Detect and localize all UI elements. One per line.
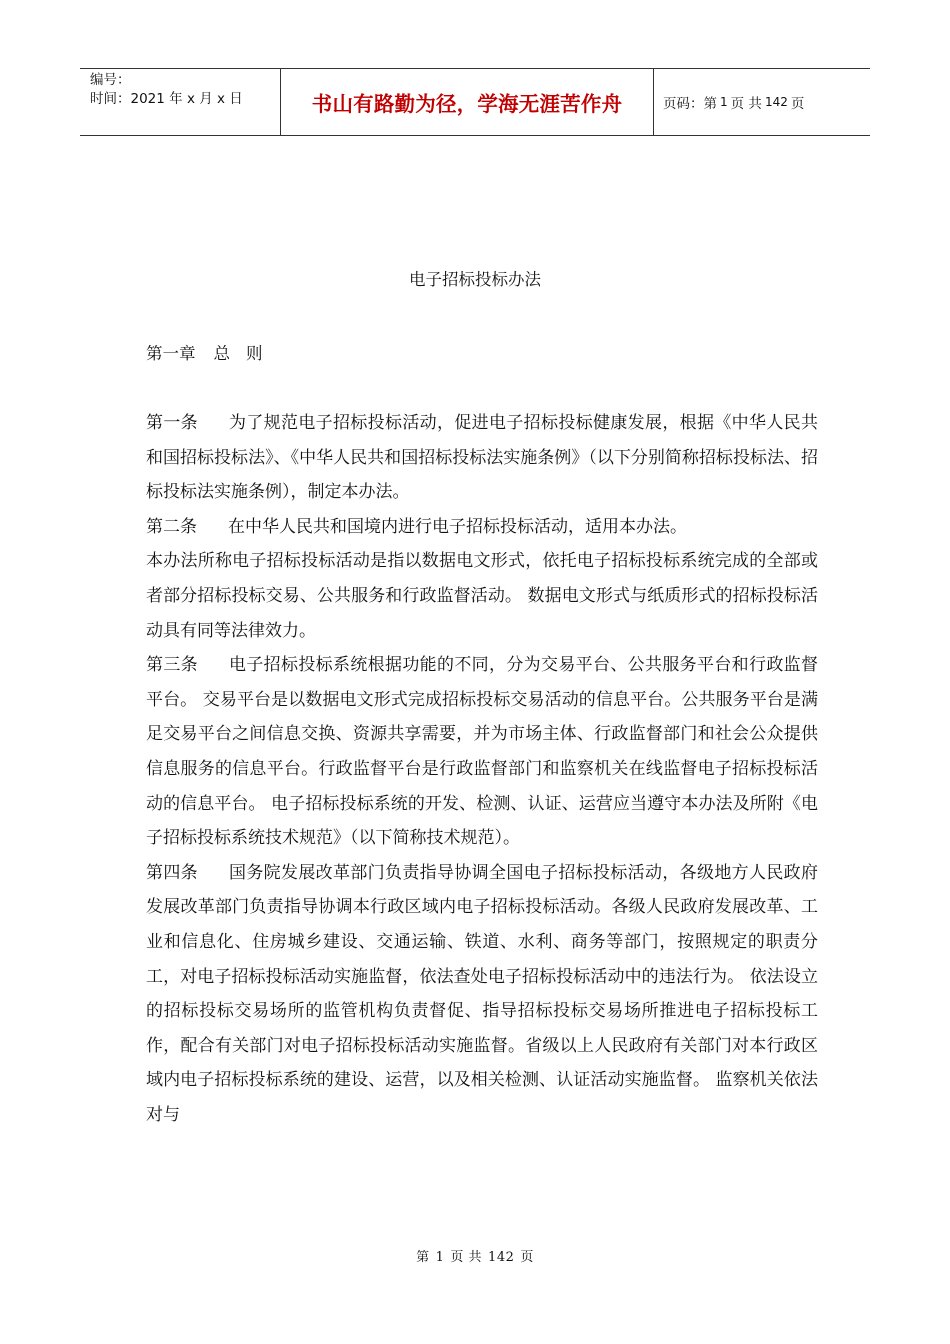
chapter-name-first: 总 [213,344,230,363]
header-motto: 书山有路勤为径，学海无涯苦作舟 [311,92,623,116]
header-page-prefix: 页码：第 [663,96,717,112]
paragraph [146,648,818,856]
article-label: 第三条 [146,655,198,676]
article-text: 为了规范电子招标投标活动，促进电子招标投标健康发展，根据《中华人民共和国招标投标法》、《中华人民共和国招标投标法实施条例》（以下分别简称招标投标法、招标投标法实施条例），制定本办法。 [146,413,818,503]
paragraph [146,544,818,648]
article-text: 本办法所称电子招标投标活动是指以数据电文形式，依托电子招标投标系统完成的全部或者部分招标投标交易、公共服务和行政监督活动。 数据电文形式与纸质形式的招标投标活动具有同等法律效力。 [146,551,818,641]
header-page-middle: 页 共 [730,96,762,112]
paragraph [146,406,818,510]
document-number-label: 编号： [90,72,131,88]
chapter-heading [146,340,263,364]
paragraph [146,856,818,1133]
header-page-suffix: 页 [790,96,805,112]
article-label: 第二条 [146,516,197,537]
header-motto-cell [281,69,654,135]
chapter-label: 第一章 [146,344,196,363]
document-body [146,406,818,1132]
article-label: 第一条 [146,413,198,433]
article-text: 在中华人民共和国境内进行电子招标投标活动，适用本办法。 [228,516,687,537]
document-title: 电子招标投标办法 [409,270,541,289]
footer-middle: 页 共 [450,1250,483,1265]
article-text: 国务院发展改革部门负责指导协调全国电子招标投标活动，各级地方人民政府发展改革部门负责指导协调本行政区域内电子招标投标活动。各级人民政府发展改革、工业和信息化、住房城乡建设、交通运输、铁道、水利、商务等部门，按照规定的职责分工，对电子招标投标活动实施监督，依法查处电子招标投标活动中的违法行为。 依法设立的招标投标交易场所的监管机构负责督促、指导招标投标交易场所推进电子招标投标工作，配合有关部门对电子招标投标活动实施监督。省级以上人民政府有关部门对本行政区域内电子招标投标系统的建设、运营，以及相关检测、认证活动实施监督。 监察机关依法对与 [146,862,818,1125]
header-table [80,68,870,136]
chapter-name-second: 则 [246,344,263,363]
page-footer [0,1246,950,1265]
paragraph [146,510,818,545]
footer-total-pages: 142 [488,1250,515,1265]
document-date: 时间：2021 年 x 月 x 日 [90,91,243,107]
footer-current-page: 1 [435,1250,445,1265]
article-label: 第四条 [146,862,198,883]
header-page-total: 142 [764,95,788,109]
header-page-current: 1 [720,95,728,109]
footer-suffix: 页 [520,1250,534,1265]
header-info-cell [80,69,281,135]
article-text: 电子招标投标系统根据功能的不同，分为交易平台、公共服务平台和行政监督平台。 交易平台是以数据电文形式完成招标投标交易活动的信息平台。公共服务平台是满足交易平台之间信息交换、资源共享需要，并为市场主体、行政监督部门和社会公众提供信息服务的信息平台。行政监督平台是行政监督部门和监察机关在线监督电子招标投标活动的信息平台。 电子招标投标系统的开发、检测、认证、运营应当遵守本办法及所附《电子招标投标系统技术规范》（以下简称技术规范）。 [146,655,818,849]
footer-prefix: 第 [416,1250,430,1265]
header-page-cell [654,69,870,135]
